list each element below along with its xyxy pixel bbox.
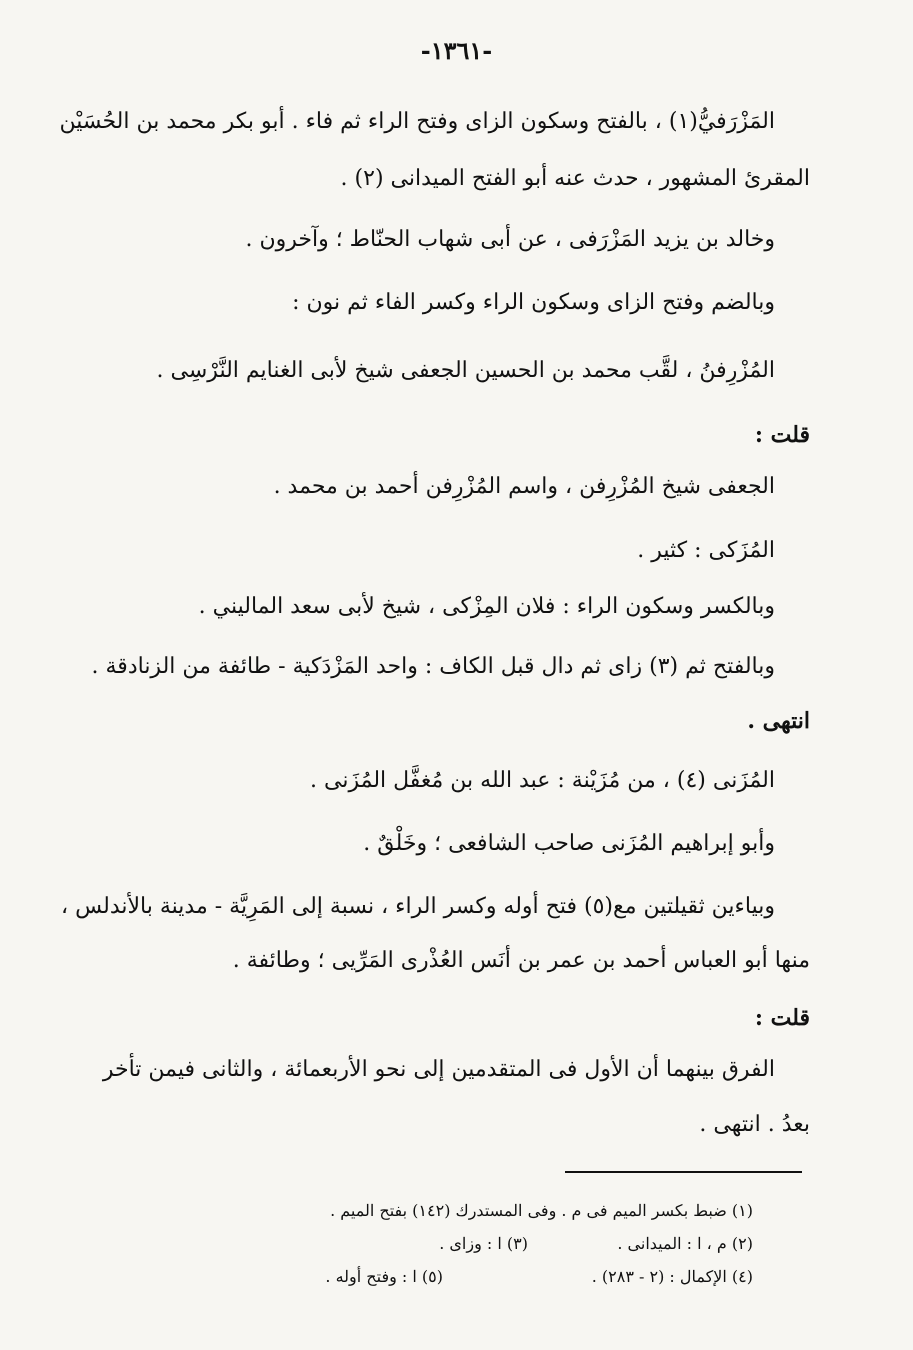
footnote-4: (٤) الإكمال : (٢ - ٢٨٣) . bbox=[591, 1267, 753, 1286]
text-line-13: وأبو إبراهيم المُزَنى صاحب الشافعى ؛ وخَلْقٌ . bbox=[363, 831, 775, 856]
footnote-1: (١) ضبط بكسر الميم فى م . وفى المستدرك (١٤٢) بفتح الميم . bbox=[330, 1201, 753, 1220]
text-line-11: انتهى . bbox=[747, 708, 810, 734]
text-line-12: المُزَنى (٤) ، من مُزَيْنة : عبد الله بن مُغفَّل المُزَنى . bbox=[310, 768, 775, 793]
footnote-5: (٥) ا : وفتح أوله . bbox=[325, 1267, 443, 1286]
text-line-10: وبالفتح ثم (٣) زاى ثم دال قبل الكاف : واحد المَزْدَكية - طائفة من الزنادقة . bbox=[91, 654, 775, 679]
text-line-7: الجعفى شيخ المُزْرِفن ، واسم المُزْرِفن أحمد بن محمد . bbox=[273, 474, 775, 499]
text-line-9: وبالكسر وسكون الراء : فلان المِزْكى ، شيخ لأبى سعد الماليني . bbox=[198, 594, 775, 619]
footnote-2: (٢) م ، ا : الميدانى . bbox=[617, 1234, 753, 1253]
footnote-divider bbox=[565, 1171, 802, 1173]
text-line-4: وبالضم وفتح الزاى وسكون الراء وكسر الفاء ثم نون : bbox=[292, 290, 775, 315]
text-line-8: المُزَكى : كثير . bbox=[637, 538, 775, 563]
text-line-3: وخالد بن يزيد المَزْرَفى ، عن أبى شهاب الحنّاط ؛ وآخرون . bbox=[245, 227, 775, 252]
page-number: -١٣٦١- bbox=[420, 36, 493, 65]
text-line-2: المقرئ المشهور ، حدث عنه أبو الفتح الميدانى (٢) . bbox=[340, 166, 810, 191]
text-line-5: المُزْرِفنُ ، لقَّب محمد بن الحسين الجعفى شيخ لأبى الغنايم النَّرْسِى . bbox=[156, 358, 775, 383]
heading-qult-2: قلت : bbox=[754, 1005, 810, 1031]
text-line-17: الفرق بينهما أن الأول فى المتقدمين إلى نحو الأربعمائة ، والثانى فيمن تأخر bbox=[102, 1057, 775, 1082]
heading-qult-1: قلت : bbox=[754, 422, 810, 448]
text-line-1: المَزْرَفيُّ(١) ، بالفتح وسكون الزاى وفتح الراء ثم فاء . أبو بكر محمد بن الحُسَيْن bbox=[59, 109, 775, 134]
text-line-18: بعدُ . انتهى . bbox=[699, 1112, 810, 1137]
text-line-15: منها أبو العباس أحمد بن عمر بن أنَس العُذْرى المَرِّيى ؛ وطائفة . bbox=[232, 948, 810, 973]
footnote-3: (٣) ا : وزاى . bbox=[439, 1234, 528, 1253]
text-line-14: وبياءين ثقيلتين مع(٥) فتح أوله وكسر الراء ، نسبة إلى المَرِيَّة - مدينة بالأندلس ، bbox=[60, 894, 775, 919]
